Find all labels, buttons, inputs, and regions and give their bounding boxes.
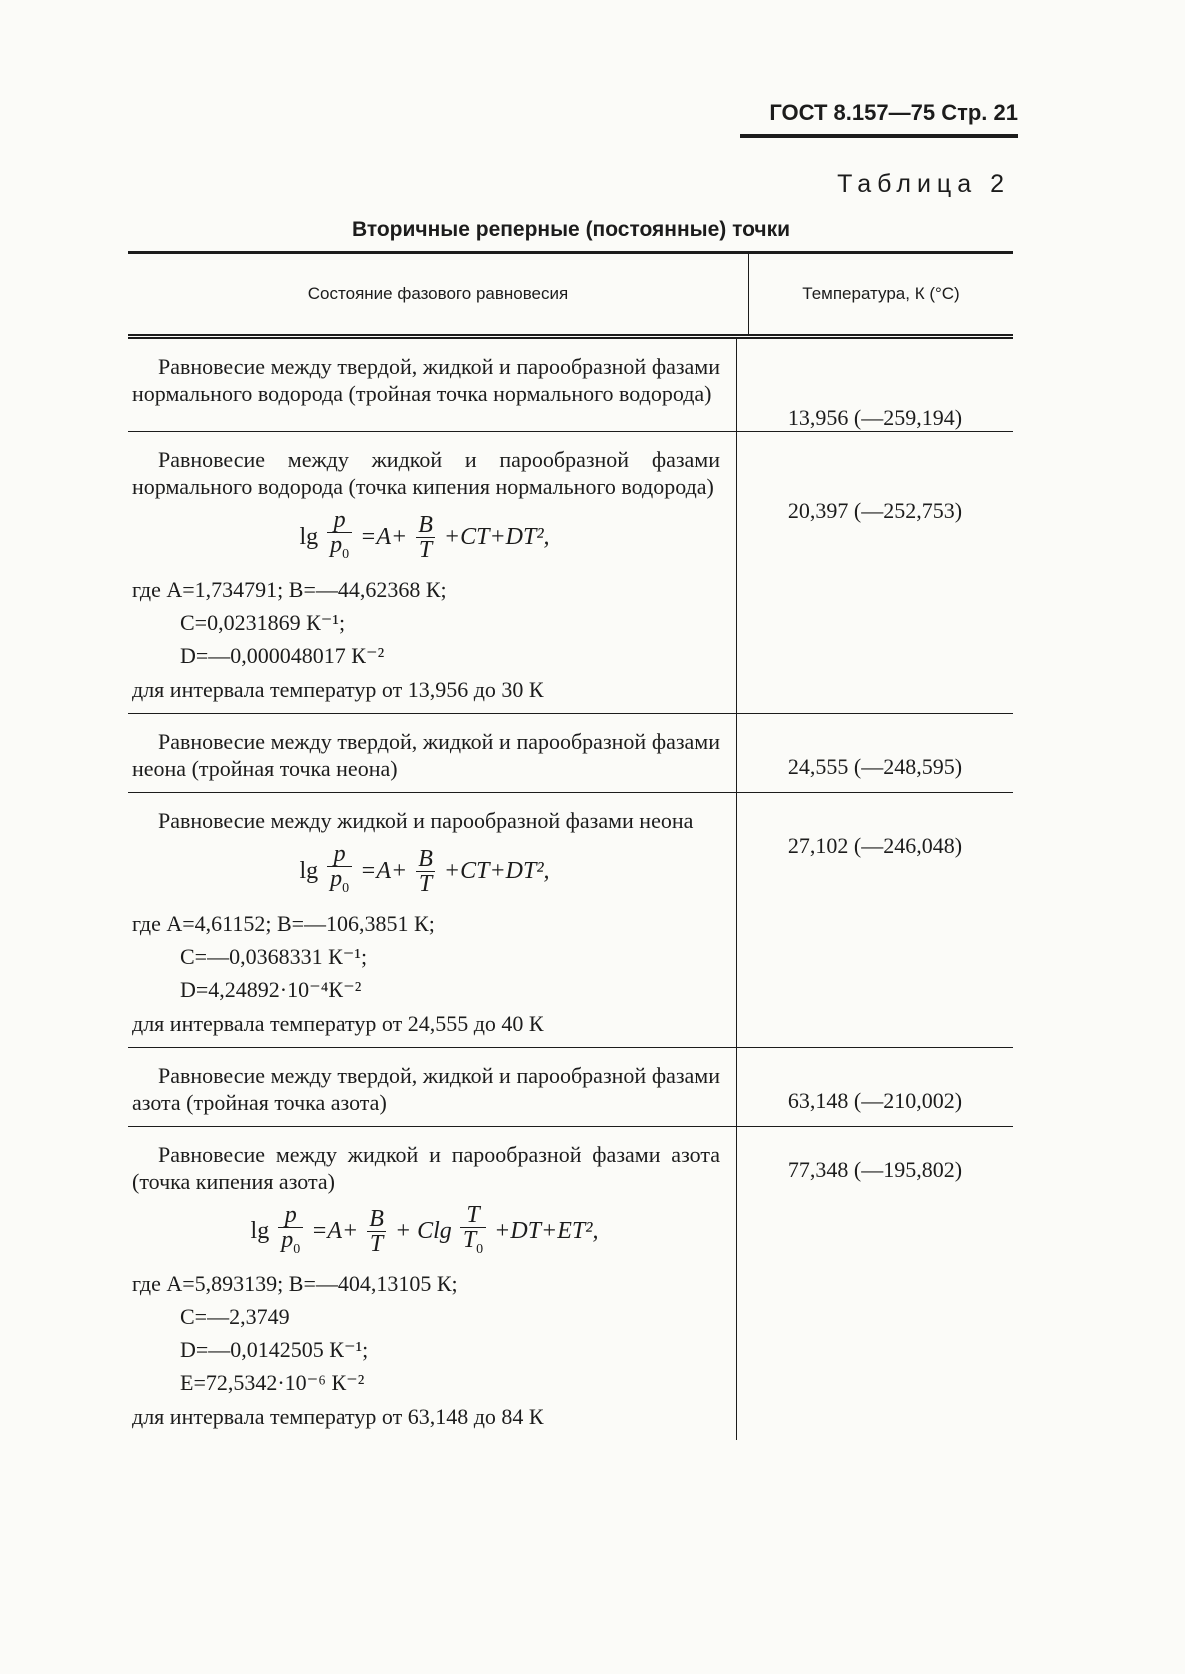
formula-part: + Clg: [394, 1218, 452, 1245]
formula-part: +DT+ET²,: [494, 1218, 599, 1245]
fraction-numerator: B: [369, 1206, 384, 1233]
table-row: [128, 1127, 1013, 1441]
vapor-pressure-formula: [132, 508, 720, 567]
coefficient-line: E=72,5342·10⁻⁶ К⁻²: [180, 1370, 365, 1396]
column-header-state: Состояние фазового равновесия: [128, 254, 749, 334]
fraction-denominator: [460, 1227, 486, 1262]
formula-fraction: [278, 1203, 303, 1262]
column-header-temperature: Температура, К (°С): [802, 284, 960, 303]
table-header-row: [128, 254, 1013, 339]
formula-fraction: [327, 508, 352, 567]
fraction-denominator: T: [416, 871, 435, 896]
temperature-cell: 27,102 (—246,048): [787, 832, 963, 858]
coefficient-line: где A=5,893139; B=—404,13105 К;: [132, 1271, 458, 1297]
fraction-numerator: p: [284, 1201, 297, 1228]
denominator-subscript: 0: [293, 1241, 301, 1257]
table-row: [128, 432, 1013, 714]
coefficient-line: C=—2,3749: [180, 1304, 290, 1330]
coefficient-line: C=—0,0368331 К⁻¹;: [180, 943, 368, 969]
state-description: Равновесие между твердой, жидкой и парообразной фазами нормального водорода (тройная точка нормального водорода): [132, 354, 720, 406]
denominator-subscript: 0: [476, 1241, 484, 1257]
formula-part: +CT+DT²,: [443, 523, 550, 550]
formula-log: lg: [299, 523, 319, 550]
temperature-range: для интервала температур от 63,148 до 84 К: [132, 1404, 544, 1430]
formula-fraction: [415, 513, 436, 562]
denominator-symbol: p: [330, 865, 343, 892]
temperature-cell: 24,555 (—248,595): [787, 753, 963, 779]
formula-fraction: [415, 847, 436, 896]
coefficient-line: D=—0,0142505 К⁻¹;: [180, 1337, 369, 1363]
formula-fraction: [460, 1203, 486, 1262]
fraction-numerator: B: [418, 511, 433, 538]
state-description: Равновесие между жидкой и парообразной фазами нормального водорода (точка кипения нормального водорода): [132, 447, 720, 499]
denominator-subscript: 0: [342, 880, 350, 896]
fraction-numerator: B: [418, 845, 433, 872]
temperature-range: для интервала температур от 24,555 до 40 К: [132, 1010, 544, 1036]
fraction-denominator: [327, 866, 352, 901]
vapor-pressure-formula: [132, 1203, 720, 1262]
vapor-pressure-formula: [132, 842, 720, 901]
formula-log: lg: [299, 857, 319, 884]
fraction-denominator: [278, 1227, 303, 1262]
table-row: [128, 714, 1013, 793]
state-cell: [128, 1127, 737, 1441]
coefficient-line: D=4,24892·10⁻⁴К⁻²: [180, 976, 362, 1002]
fraction-numerator: p: [333, 507, 346, 533]
denominator-symbol: p: [281, 1226, 294, 1253]
coefficient-line: где A=4,61152; B=—106,3851 К;: [132, 910, 435, 936]
table-title: Вторичные реперные (постоянные) точки: [351, 218, 791, 241]
fraction-numerator: p: [333, 840, 346, 867]
state-description: Равновесие между твердой, жидкой и парообразной фазами азота (тройная точка азота): [132, 1062, 720, 1115]
reference-points-table: [128, 251, 1013, 1440]
state-cell: [128, 339, 737, 431]
coefficient-line: C=0,0231869 К⁻¹;: [180, 609, 346, 635]
state-cell: [128, 714, 737, 792]
table-row: [128, 793, 1013, 1048]
temperature-cell: 13,956 (—259,194): [787, 405, 963, 430]
temperature-range: для интервала температур от 13,956 до 30 К: [132, 676, 544, 702]
table-number: Таблица 2: [837, 170, 1010, 198]
table-row: [128, 1048, 1013, 1127]
fraction-numerator: T: [466, 1201, 480, 1228]
formula-part: =A+: [311, 1218, 359, 1245]
formula-part: =A+: [360, 523, 408, 550]
state-cell: [128, 1048, 737, 1126]
denominator-subscript: 0: [342, 546, 350, 562]
table-row: [128, 339, 1013, 432]
temperature-cell: 77,348 (—195,802): [787, 1156, 963, 1182]
formula-part: +CT+DT²,: [443, 857, 550, 884]
state-cell: [128, 793, 737, 1047]
state-description: Равновесие между жидкой и парообразной фазами азота (точка кипения азота): [132, 1141, 720, 1194]
formula-part: =A+: [360, 857, 408, 884]
fraction-denominator: T: [416, 537, 435, 562]
coefficient-line: D=—0,000048017 К⁻²: [180, 642, 385, 668]
coefficient-line: где A=1,734791; B=—44,62368 К;: [132, 576, 447, 602]
fraction-denominator: [327, 532, 352, 567]
denominator-symbol: p: [330, 532, 343, 558]
formula-log: lg: [250, 1218, 270, 1245]
fraction-denominator: T: [367, 1231, 386, 1256]
page-header: ГОСТ 8.157—75 Стр. 21: [740, 100, 1018, 138]
state-cell: [128, 432, 737, 713]
formula-fraction: [327, 842, 352, 901]
temperature-cell: 63,148 (—210,002): [787, 1087, 963, 1113]
state-description: Равновесие между твердой, жидкой и парообразной фазами неона (тройная точка неона): [132, 728, 720, 781]
denominator-symbol: T: [462, 1226, 477, 1253]
temperature-cell: 20,397 (—252,753): [787, 498, 963, 523]
formula-fraction: [366, 1207, 387, 1256]
state-description: Равновесие между жидкой и парообразной фазами неона: [158, 807, 694, 833]
